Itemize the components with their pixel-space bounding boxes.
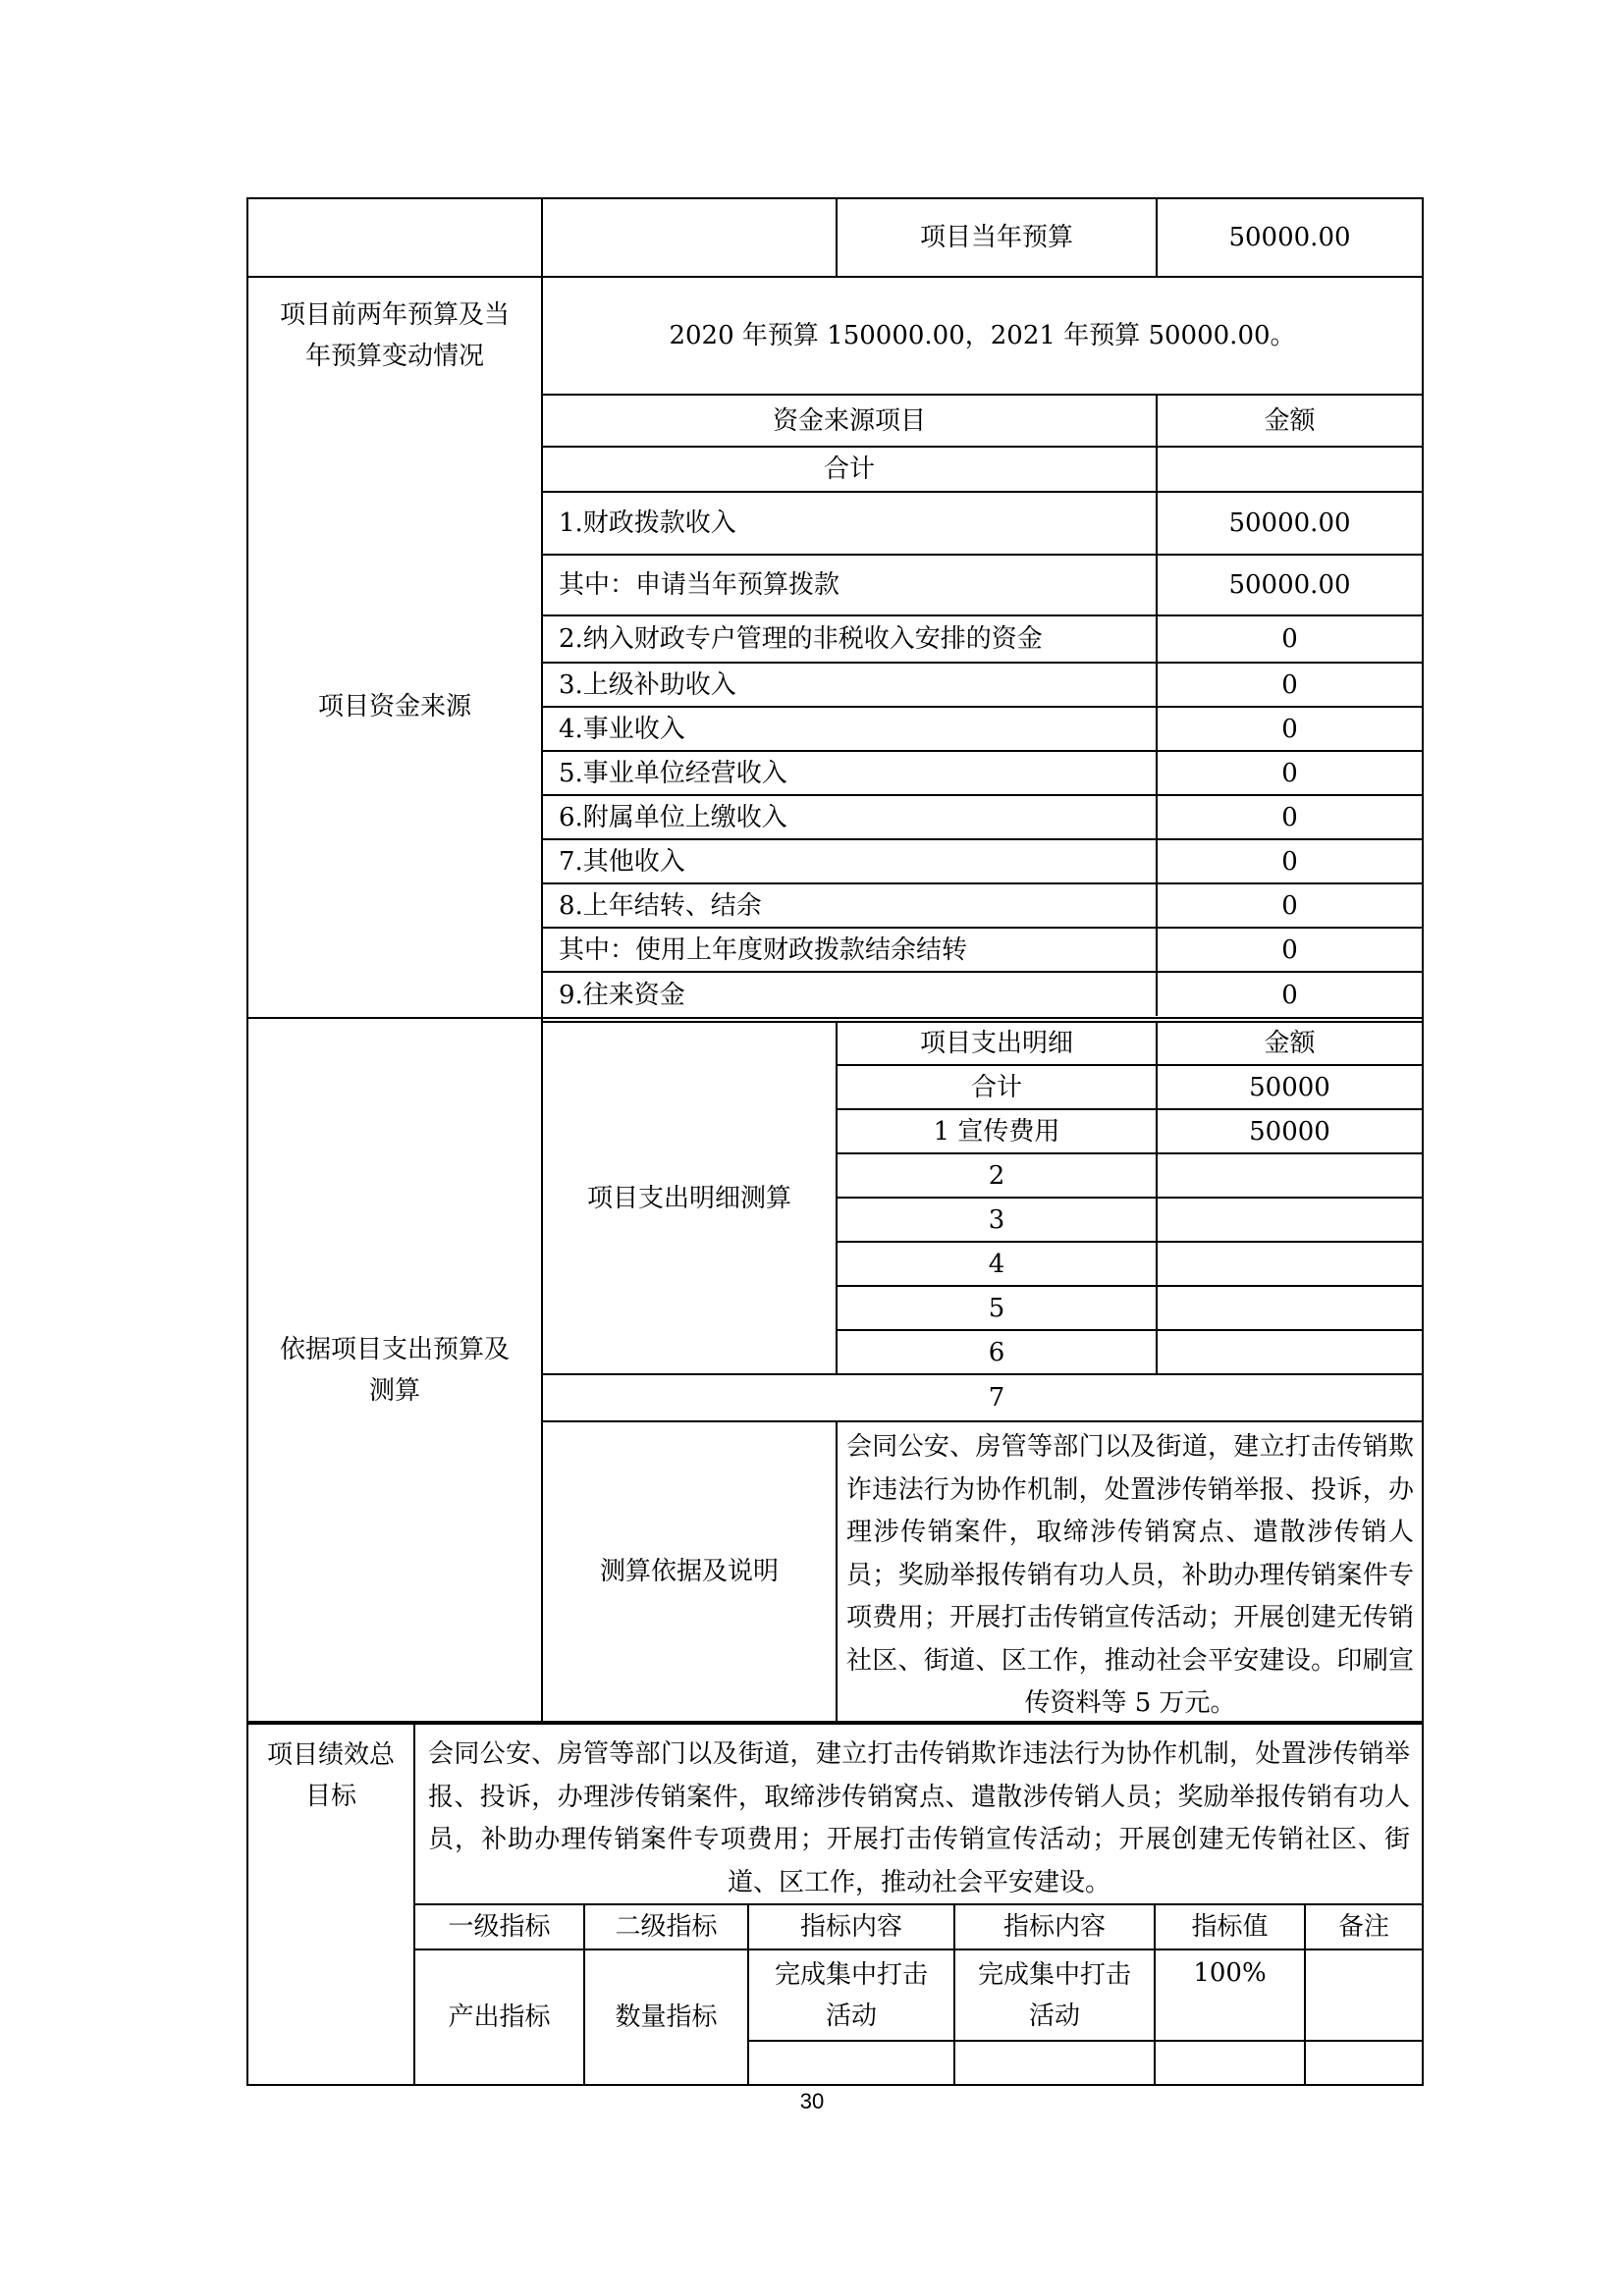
expenditure-row-amount: 50000 [1249,1072,1330,1102]
funding-row: 8.上年结转、结余 [559,890,762,921]
indicator-note [1306,1950,1422,2040]
expenditure-row: 7 [988,1383,1005,1413]
expenditure-row-amount [1158,1375,1422,1420]
funding-row-amount: 50000.00 [1228,508,1351,538]
calculation-basis-label: 测算依据及说明 [599,1557,779,1586]
funding-header-item: 资金来源项目 [772,405,926,436]
funding-row: 3.上级补助收入 [559,669,736,700]
performance-goal-label: 项目绩效总 目标 [266,1740,395,1811]
funding-row-total: 合计 [823,454,875,484]
funding-row: 2.纳入财政专户管理的非税收入安排的资金 [559,624,1043,654]
indicator-header: 指标内容 [799,1912,902,1942]
funding-row-amount: 0 [1281,669,1298,700]
indicator-value: 100% [1193,1958,1267,1988]
prior-budget-label: 项目前两年预算及当 年预算变动情况 [279,300,510,371]
funding-row-amount: 0 [1281,934,1298,965]
funding-row: 7.其他收入 [559,846,685,877]
current-year-budget-value: 50000.00 [1228,223,1351,252]
expenditure-row: 1 宣传费用 [933,1116,1060,1147]
funding-row-amount: 0 [1281,846,1298,877]
funding-row-amount: 0 [1281,758,1298,788]
indicator-level2: 数量指标 [615,2002,718,2032]
indicator-level1: 产出指标 [448,2002,551,2032]
expenditure-row-amount [1158,1331,1422,1373]
funding-row: 4.事业收入 [559,714,685,744]
funding-header-amount: 金额 [1264,405,1316,436]
funding-row: 6.附属单位上缴收入 [559,802,787,832]
expenditure-row: 4 [988,1249,1005,1279]
indicator-header: 一级指标 [448,1912,551,1942]
expenditure-row-amount [1158,1243,1422,1285]
funding-source-label: 项目资金来源 [317,691,471,721]
funding-row-amount: 0 [1281,624,1298,654]
funding-row-amount: 0 [1281,714,1298,744]
expenditure-row-amount [1158,1287,1422,1329]
expenditure-row-amount [1158,1154,1422,1197]
funding-row: 其中：使用上年度财政拨款结余结转 [559,934,968,965]
expenditure-basis-label: 依据项目支出预算及 测算 [279,1334,510,1406]
indicator-content: 完成集中打击 活动 [774,1959,928,2031]
funding-row-amount: 0 [1281,890,1298,921]
expenditure-row: 3 [988,1204,1005,1235]
expenditure-row: 5 [988,1293,1005,1323]
indicator-header: 二级指标 [615,1912,718,1942]
expenditure-row: 6 [988,1337,1005,1367]
expenditure-row: 合计 [970,1072,1022,1102]
indicator-content: 完成集中打击 活动 [977,1959,1131,2031]
funding-row: 其中：申请当年预算拨款 [559,570,840,600]
funding-row-amount: 0 [1281,802,1298,832]
page-number: 30 [799,2089,825,2113]
funding-row: 1.财政拨款收入 [559,508,736,538]
funding-row: 9.往来资金 [559,980,685,1010]
expenditure-header-item: 项目支出明细 [919,1029,1073,1058]
funding-row: 5.事业单位经营收入 [559,758,787,788]
current-year-budget-label: 项目当年预算 [919,223,1073,252]
performance-goal-text: 会同公安、房管等部门以及街道，建立打击传销欺诈违法行为协作机制，处置涉传销举报、投诉，办理涉传销案件，取缔涉传销窝点、遣散涉传销人员；奖励举报传销有功人员，补助办理传销案件专项费用；开展打击传销宣传活动；开展创建无传销社区、街道、区工作，推动社会平安建设。 [428,1739,1410,1897]
funding-row-amount: 0 [1281,980,1298,1010]
indicator-header: 指标内容 [1002,1912,1106,1942]
funding-row-amount: 50000.00 [1228,570,1351,600]
expenditure-header-amount: 金额 [1264,1029,1316,1058]
indicator-header: 指标值 [1191,1912,1269,1942]
expenditure-row-amount: 50000 [1249,1116,1330,1147]
expenditure-row: 2 [988,1160,1005,1191]
indicator-header: 备注 [1337,1912,1389,1942]
expenditure-detail-label: 项目支出明细测算 [586,1183,791,1213]
calculation-basis-text: 会同公安、房管等部门以及街道，建立打击传销欺诈违法行为协作机制，处置涉传销举报、投诉，办理涉传销案件，取缔涉传销窝点、遣散涉传销人员；奖励举报传销有功人员，补助办理传销案件专项费用；开展打击传销宣传活动；开展创建无传销社区、街道、区工作，推动社会平安建设。印刷宣传资料等 5 万元。 [846,1432,1414,1718]
prior-budget-text: 2020 年预算 150000.00，2021 年预算 50000.00。 [669,321,1296,350]
expenditure-row-amount [1158,1199,1422,1241]
funding-row-amount [1158,448,1422,491]
